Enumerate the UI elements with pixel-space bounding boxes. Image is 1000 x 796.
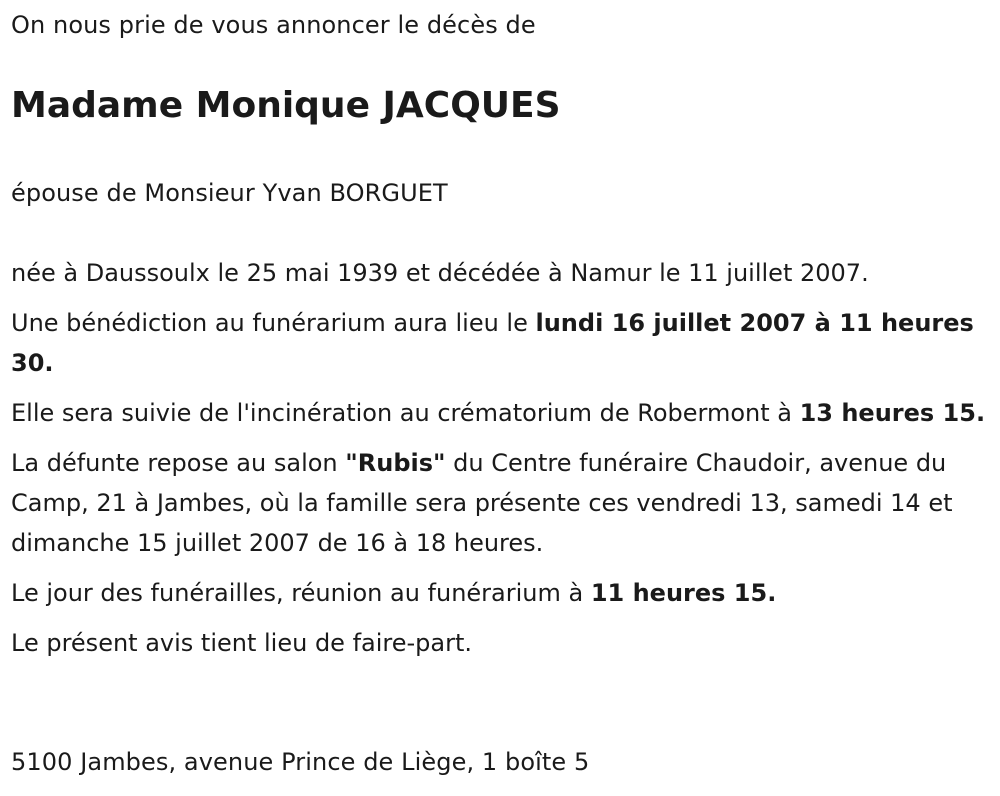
spouse-text: épouse de Monsieur Yvan BORGUET [11, 179, 448, 207]
reunion-text: Le jour des funérailles, réunion au funérarium à [11, 579, 591, 607]
reunion-paragraph [11, 573, 991, 613]
address-text: 5100 Jambes, avenue Prince de Liège, 1 boîte 5 [11, 748, 590, 776]
incineration-text: Elle sera suivie de l'incinération au crématorium de Robermont à [11, 399, 800, 427]
birth-death-text: née à Daussoulx le 25 mai 1939 et décédée à Namur le 11 juillet 2007. [11, 259, 869, 287]
salon-text-after: du Centre funéraire Chaudoir, avenue du Camp, 21 à Jambes, où la famille sera présente ces vendredi 13, samedi 14 et dimanche 15 juillet 2007 de 16 à 18 heures. [11, 449, 953, 557]
reunion-time: 11 heures 15. [590, 579, 777, 607]
deceased-name: Madame Monique JACQUES [11, 85, 561, 126]
salon-paragraph [11, 443, 991, 563]
incineration-time: 13 heures 15. [799, 399, 986, 427]
notice-body [11, 253, 991, 673]
salon-text-before: La défunte repose au salon [11, 449, 346, 477]
incineration-paragraph [11, 393, 991, 433]
salon-name: "Rubis" [345, 449, 446, 477]
benediction-date: lundi 16 juillet 2007 à 11 heures 30. [11, 309, 974, 377]
intro-text: On nous prie de vous annoncer le décès de [11, 11, 536, 39]
benediction-text: Une bénédiction au funérarium aura lieu le [11, 309, 536, 337]
faire-part-text: Le présent avis tient lieu de faire-part. [11, 629, 473, 657]
benediction-paragraph [11, 303, 991, 383]
